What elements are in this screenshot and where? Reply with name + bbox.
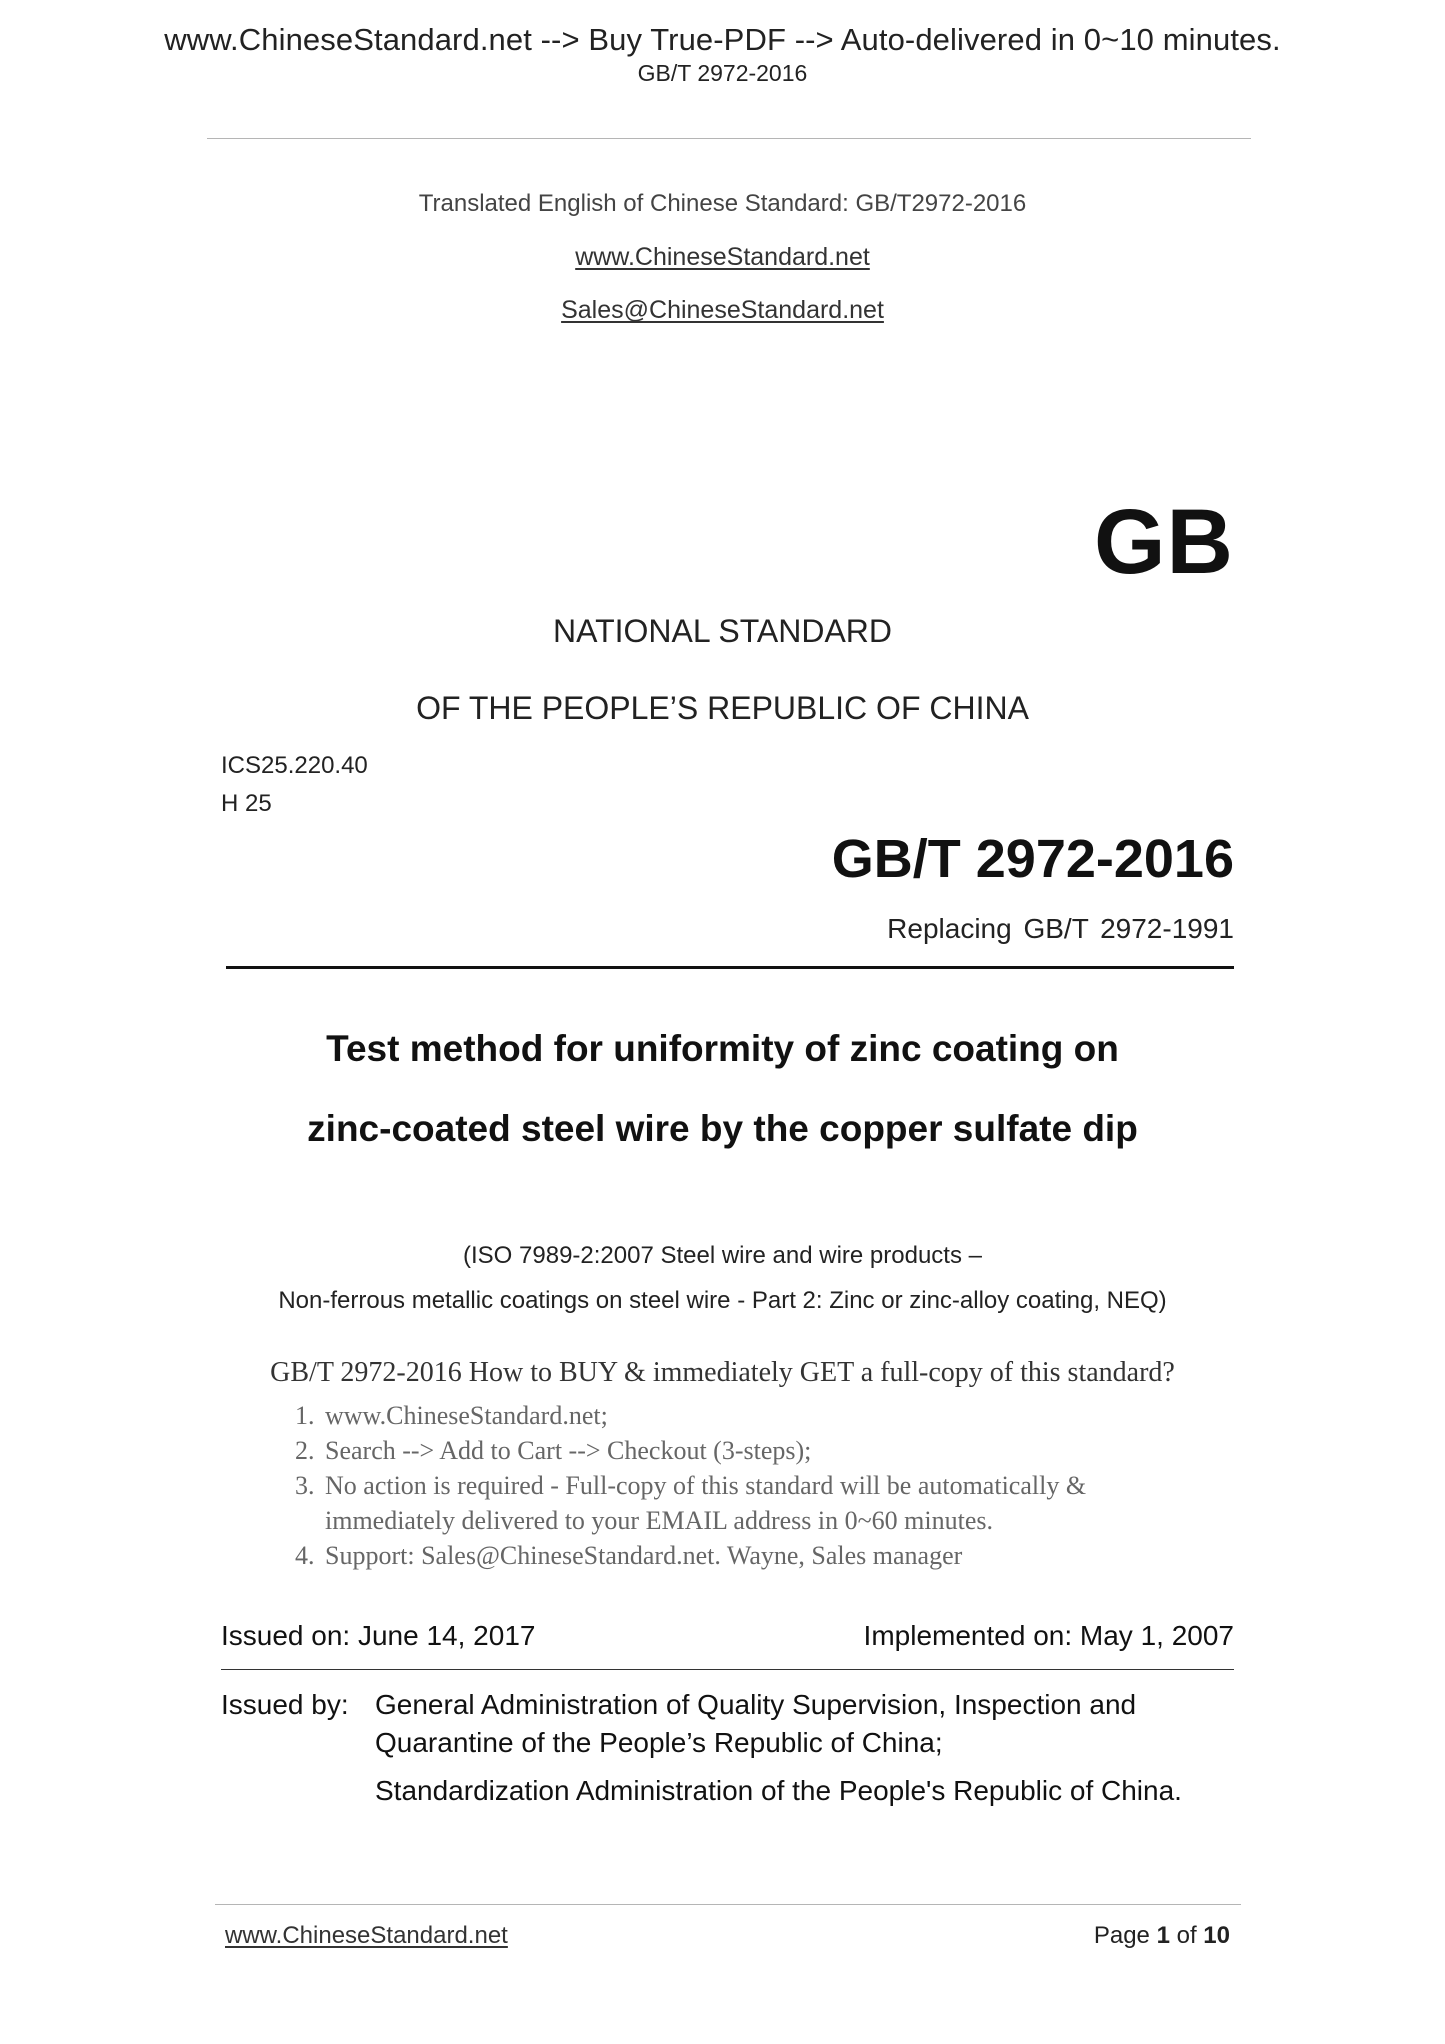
step-text: www.ChineseStandard.net; <box>325 1401 608 1430</box>
site-link-wrapper <box>0 243 1445 272</box>
issued-by-block <box>221 1686 1234 1810</box>
implemented-date: Implemented on: May 1, 2007 <box>863 1620 1234 1651</box>
document-title-line-2: zinc-coated steel wire by the copper sulfate dip <box>307 1108 1138 1149</box>
page-label: Page <box>1093 1922 1150 1949</box>
buy-step <box>295 1398 1086 1433</box>
step-text: No action is required - Full-copy of this standard will be automatically & <box>325 1471 1087 1500</box>
footer-divider <box>215 1904 1241 1905</box>
replacing-note: Replacing GB/T 2972-1991 <box>887 913 1234 944</box>
issued-date: Issued on: June 14, 2017 <box>221 1620 536 1651</box>
issued-by-label: Issued by: <box>221 1689 349 1720</box>
footer-site-link[interactable]: www.ChineseStandard.net <box>225 1922 508 1949</box>
step-text: Support: Sales@ChineseStandard.net. Wayne, Sales manager <box>325 1541 963 1570</box>
email-link[interactable]: Sales@ChineseStandard.net <box>561 296 884 324</box>
iso-reference-line-2: Non-ferrous metallic coatings on steel wire - Part 2: Zinc or zinc-alloy coating, NEQ) <box>278 1287 1167 1314</box>
buy-step <box>295 1433 1086 1468</box>
title-divider <box>226 966 1234 969</box>
iso-reference-line-1: (ISO 7989-2:2007 Steel wire and wire products – <box>463 1242 982 1269</box>
ccs-code: H 25 <box>221 790 272 817</box>
issue-divider <box>221 1669 1234 1670</box>
step-number: 1. <box>295 1401 315 1430</box>
issued-by-row <box>221 1686 1234 1724</box>
gb-logo: GB <box>1094 491 1234 593</box>
buy-step <box>295 1538 1086 1573</box>
header-standard-code: GB/T 2972-2016 <box>637 60 808 86</box>
translated-note: Translated English of Chinese Standard: GB/T2972-2016 <box>418 190 1027 217</box>
issuer-line-2: Standardization Administration of the People's Republic of China. <box>375 1775 1182 1806</box>
step-text: Search --> Add to Cart --> Checkout (3-steps); <box>325 1436 812 1465</box>
header-divider <box>207 138 1251 139</box>
page-of-label: of <box>1176 1922 1197 1949</box>
email-link-wrapper <box>0 296 1445 325</box>
step-number: 4. <box>295 1541 315 1570</box>
buy-step <box>295 1468 1086 1503</box>
standard-number: GB/T 2972-2016 <box>831 829 1234 889</box>
page-total: 10 <box>1203 1922 1230 1949</box>
prc-heading: OF THE PEOPLE’S REPUBLIC OF CHINA <box>416 690 1029 726</box>
buy-instructions-title: GB/T 2972-2016 How to BUY & immediately GET a full-copy of this standard? <box>270 1357 1175 1388</box>
page-indicator <box>1094 1922 1230 1950</box>
document-title-line-1: Test method for uniformity of zinc coating on <box>326 1028 1119 1069</box>
site-link[interactable]: www.ChineseStandard.net <box>575 243 870 271</box>
national-standard-heading: NATIONAL STANDARD <box>553 613 892 649</box>
buy-steps-list <box>295 1398 1086 1573</box>
top-banner: www.ChineseStandard.net --> Buy True-PDF --> Auto-delivered in 0~10 minutes. <box>164 22 1281 57</box>
ics-code: ICS25.220.40 <box>221 752 368 779</box>
step-text-continued: immediately delivered to your EMAIL address in 0~60 minutes. <box>325 1506 994 1535</box>
page-number: 1 <box>1156 1922 1170 1949</box>
footer-site-wrapper <box>225 1922 508 1950</box>
issuer-line-1: General Administration of Quality Supervision, Inspection and <box>375 1689 1137 1720</box>
issuer-line-1-continued: Quarantine of the People’s Republic of China; <box>375 1727 943 1758</box>
step-number: 3. <box>295 1471 315 1500</box>
step-number: 2. <box>295 1436 315 1465</box>
